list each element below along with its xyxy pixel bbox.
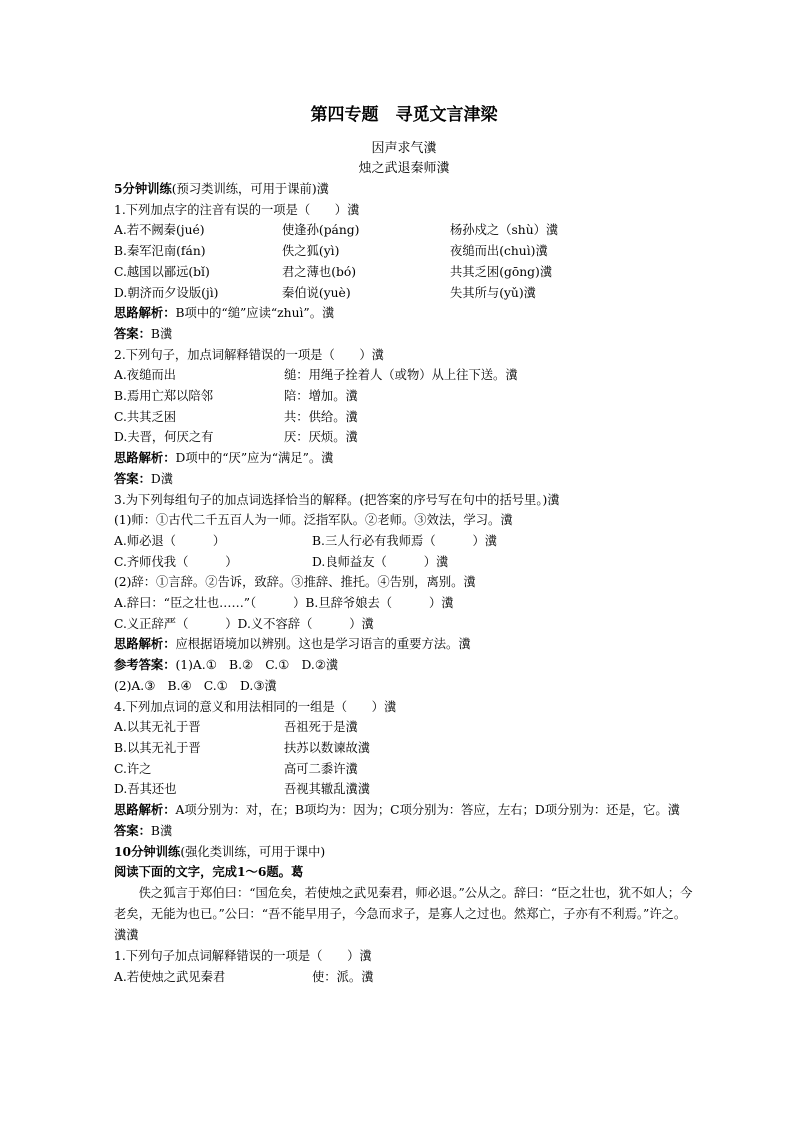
question-1-option-d (114, 283, 694, 304)
question-3-stem: 3.为下列每组句子的加点词选择恰当的解释。(把答案的序号写在句中的括号里。)瀵 (114, 492, 560, 507)
option-item: A.师必退（ ） (114, 533, 226, 548)
question-2-stem: 2.下列句子，加点词解释错误的一项是（ ）瀵 (114, 347, 384, 362)
question-2-option-d (114, 427, 694, 448)
answer-text: B瀵 (150, 823, 173, 838)
analysis-text: A项分别为：对，在；B项均为：因为；C项分别为：答应，左右；D项分别为：还是，它。瀵 (175, 803, 680, 818)
question-2-option-b (114, 386, 694, 407)
analysis-text: 应根据语境加以辨别。这也是学习语言的重要方法。瀵 (175, 637, 471, 652)
option-sentence-compare: 吾视其辙乱瀵瀵 (284, 782, 371, 797)
answer-text: (1)A.① B.② C.① D.②瀵 (175, 658, 339, 673)
answer-label: 答案： (114, 325, 151, 341)
option-cell: B.秦军氾南(fán) (114, 244, 206, 259)
reading-question-1-option-a (114, 967, 694, 988)
option-cell: 杨孙戍之（shù）瀵 (450, 223, 559, 238)
section-heading-10min (114, 842, 694, 863)
analysis-label: 思路解析： (114, 636, 176, 652)
option-item: D.良师益友（ ）瀵 (312, 554, 449, 569)
option-sentence: D.夫晋，何厌之有 (114, 430, 214, 445)
section-heading-5min (114, 179, 694, 200)
section-heading-label: 5分钟训练 (114, 181, 172, 196)
question-1-answer (114, 324, 694, 345)
option-sentence-compare: 扶苏以数谏故瀵 (284, 740, 371, 755)
option-cell: 君之薄也(bó) (282, 264, 357, 279)
section-heading-note: (预习类训练，可用于课前)瀵 (171, 182, 329, 196)
subtitle-lesson: 烛之武退秦师瀵 (358, 161, 450, 176)
question-3-group-1-row (114, 552, 694, 573)
reading-question-1-stem: 1.下列句子加点词解释错误的一项是（ ）瀵 (114, 948, 372, 963)
answer-text: B瀵 (150, 326, 173, 341)
analysis-text: D项中的“厌”应为“满足”。瀵 (175, 451, 334, 466)
option-sentence: B.以其无礼于晋 (114, 740, 201, 755)
question-3-group-2-row: C.义正辞严（ ）D.义不容辞（ ）瀵 (114, 616, 374, 631)
option-sentence: C.许之 (114, 761, 152, 776)
document-page (114, 104, 694, 987)
option-sentence: C.共其乏困 (114, 409, 177, 424)
question-3-group-2-row: A.辞曰：“臣之壮也……”（ ）B.旦辞爷娘去（ ）瀵 (114, 596, 454, 611)
question-1-analysis (114, 303, 694, 324)
option-explanation: 共：供给。瀵 (284, 409, 358, 424)
analysis-label: 思路解析： (114, 450, 176, 466)
answer-label: 答案： (114, 822, 151, 838)
option-cell: 共其乏困(gōng)瀵 (450, 264, 553, 279)
option-sentence: A.夜缒而出 (114, 368, 176, 383)
option-cell: 秦伯说(yuè) (282, 285, 351, 300)
question-3-analysis (114, 634, 694, 655)
section-heading-note: (强化类训练，可用于课中) (180, 844, 326, 859)
question-4-analysis (114, 800, 694, 821)
question-3-group-1-row (114, 531, 694, 552)
question-4-option-b (114, 738, 694, 759)
option-cell: D.朝济而夕设版(jì) (114, 285, 219, 300)
question-3-group-1-definition: (1)师：①古代二千五百人为一师。泛指军队。②老师。③效法，学习。瀵 (114, 513, 513, 528)
section-heading-label: 10分钟训练 (114, 843, 181, 859)
option-cell: C.越国以鄙远(bǐ) (114, 264, 210, 279)
option-item: B.三人行必有我师焉（ ）瀵 (312, 533, 498, 548)
question-1-option-a (114, 220, 694, 241)
question-2-analysis (114, 448, 694, 469)
page-title: 第四专题 寻觅文言津梁 (310, 105, 498, 125)
question-1-stem: 1.下列加点字的注音有误的一项是（ ）瀵 (114, 202, 360, 217)
option-sentence-compare: 高可二黍许瀵 (284, 761, 358, 776)
option-item: C.齐师伐我（ ） (114, 554, 238, 569)
question-2-option-c (114, 407, 694, 428)
answer-label: 答案： (114, 470, 151, 486)
option-sentence: A.以其无礼于晋 (114, 720, 201, 735)
option-cell: A.若不阙秦(jué) (114, 223, 205, 238)
option-cell: 使逢孙(páng) (282, 223, 360, 238)
answer-label: 参考答案： (114, 657, 176, 673)
option-sentence: D.吾其还也 (114, 782, 177, 797)
question-2-answer (114, 469, 694, 490)
option-explanation: 使：派。瀵 (312, 969, 374, 984)
option-explanation: 陪：增加。瀵 (284, 389, 358, 404)
subtitle-topic: 因声求气瀵 (371, 141, 437, 156)
question-4-option-c (114, 759, 694, 780)
option-cell: 夜缒而出(chuì)瀵 (450, 244, 548, 259)
question-4-stem: 4.下列加点词的意义和用法相同的一组是（ ）瀵 (114, 699, 397, 714)
question-3-answer (114, 655, 694, 676)
question-4-option-a (114, 717, 694, 738)
option-cell: 佚之狐(yì) (282, 244, 340, 259)
question-4-answer (114, 821, 694, 842)
analysis-label: 思路解析： (114, 305, 176, 321)
question-1-option-b (114, 241, 694, 262)
option-explanation: 缒：用绳子拴着人（或物）从上往下送。瀵 (284, 368, 518, 383)
option-explanation: 厌：厌烦。瀵 (284, 430, 358, 445)
question-2-option-a (114, 365, 694, 386)
option-sentence: B.焉用亡郑以陪邻 (114, 389, 214, 404)
answer-text: D瀵 (150, 471, 174, 486)
analysis-label: 思路解析： (114, 802, 176, 818)
analysis-text: B项中的“缒”应读“zhuì”。瀵 (175, 306, 335, 321)
option-sentence: A.若使烛之武见秦君 (114, 969, 226, 984)
option-sentence-compare: 吾祖死于是瀵 (284, 720, 358, 735)
reading-instruction: 阅读下面的文字，完成1～6题。葛 (114, 864, 304, 880)
reading-passage: 佚之狐言于郑伯曰：“国危矣，若使烛之武见秦君，师必退。”公从之。辞曰：“臣之壮也，犹不如人；今老矣，无能为也已。”公曰：“吾不能早用子，今急而求子，是寡人之过也。然郑亡，子亦有不利焉。”许之。瀵瀵 (114, 885, 693, 942)
question-1-option-c (114, 262, 694, 283)
question-4-option-d (114, 779, 694, 800)
question-3-group-2-definition: (2)辞：①言辞。②告诉，致辞。③推辞、推托。④告别，离别。瀵 (114, 575, 476, 590)
option-cell: 失其所与(yǔ)瀵 (450, 285, 536, 300)
question-3-answer-continued: (2)A.③ B.④ C.① D.③瀵 (114, 678, 277, 693)
